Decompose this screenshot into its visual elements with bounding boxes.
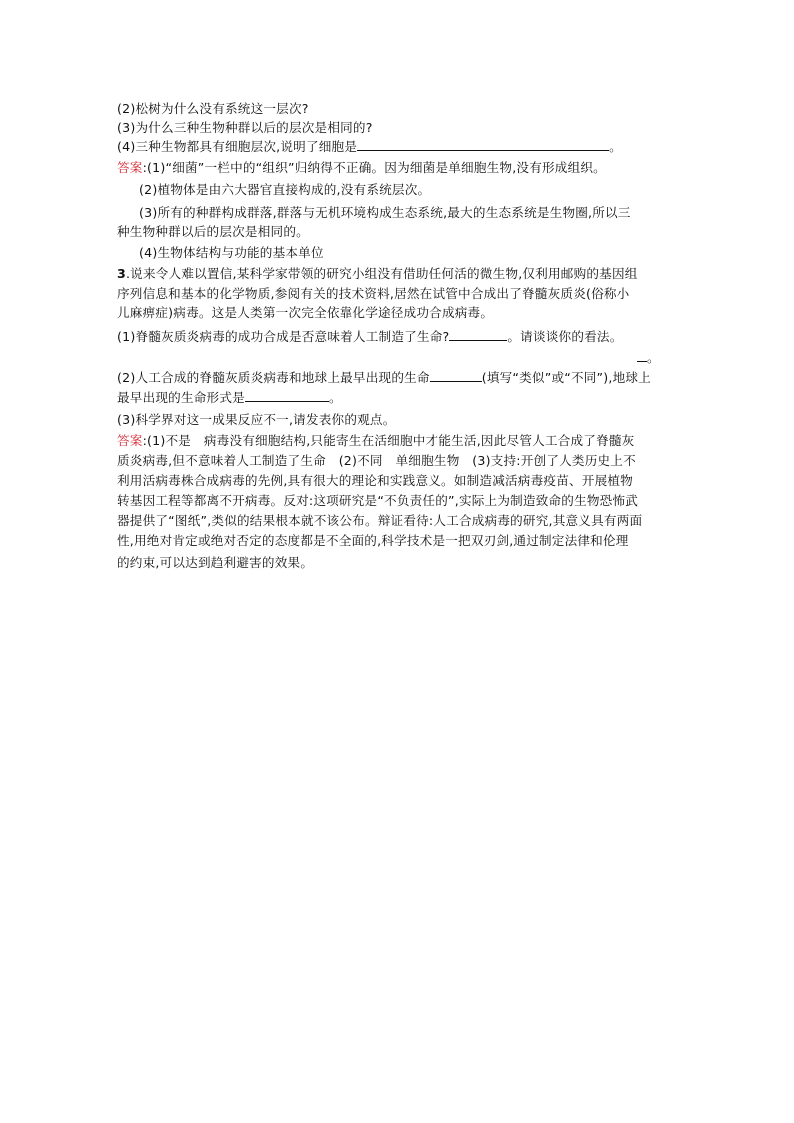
question-3-sub2-text-3: 最早出现的生命形式是 — [117, 390, 245, 405]
answer-3-line-7: 的约束,可以达到趋利避害的效果。 — [117, 555, 314, 570]
answer-blank — [357, 137, 609, 151]
answer-2-text-1: :(1)“细菌”一栏中的“组织”归纳得不正确。因为细菌是单细胞生物,没有形成组织。 — [142, 160, 606, 175]
question-3-number: 3 — [117, 266, 126, 281]
question-3-text-1: .说来令人难以置信,某科学家带领的研究小组没有借助任何活的微生物,仅利用邮购的基因组 — [125, 266, 638, 281]
answer-2-line-3: (3)所有的种群构成群落,群落与无机环境构成生态系统,最大的生态系统是生物圈,所以三 — [139, 205, 631, 220]
answer-blank — [245, 388, 329, 402]
answer-2-line-5: (4)生物体结构与功能的基本单位 — [139, 245, 324, 260]
question-3-line-3: 儿麻痹症)病毒。这是人类第一次完全依靠化学途径成功合成病毒。 — [117, 305, 494, 320]
answer-3-text-1: :(1)不是 病毒没有细胞结构,只能寄生在活细胞中才能生活,因此尽管人工合成了脊髓灰 — [142, 433, 635, 448]
answer-2-line-4: 种生物种群以后的层次是相同的。 — [117, 224, 309, 239]
question-3-sub2-end: 。 — [328, 390, 342, 405]
answer-3-line-4: 转基因工程等都离不开病毒。反对:这项研究是“不负责任的”,实际上为制造致命的生物恐怖武 — [117, 493, 639, 508]
answer-label: 答案 — [117, 433, 143, 448]
question-2-sub4 — [117, 137, 622, 156]
answer-2-line-2: (2)植物体是由六大器官直接构成的,没有系统层次。 — [139, 182, 431, 197]
answer-3-line-3: 利用活病毒株合成病毒的先例,具有很大的理论和实践意义。如制造减活病毒疫苗、开展植物 — [117, 473, 633, 488]
question-3-sub2-cont — [117, 388, 342, 407]
answer-blank — [449, 327, 507, 341]
answer-label: 答案 — [117, 160, 143, 175]
question-3-sub2-text-2: (填写“类似”或“不同”),地球上 — [481, 370, 651, 385]
answer-3-line-2: 质炎病毒,但不意味着人工制造了生命 (2)不同 单细胞生物 (3)支持:开创了人类历史上不 — [117, 453, 636, 468]
answer-3-line-1 — [117, 431, 634, 450]
question-2-sub4-text: (4)三种生物都具有细胞层次,说明了细胞是 — [117, 139, 358, 154]
answer-3-line-5: 器提供了“图纸”,类似的结果根本就不该公布。辩证看待:人工合成病毒的研究,其意义具有两面 — [117, 513, 643, 528]
question-2-sub2: (2)松树为什么没有系统这一层次? — [117, 101, 309, 116]
answer-2-line-1 — [117, 158, 606, 177]
question-2-sub4-end: 。 — [609, 139, 622, 154]
answer-3-line-6: 性,用绝对肯定或绝对否定的态度都是不全面的,科学技术是一把双刃剑,通过制定法律和伦理 — [117, 533, 629, 548]
question-3-sub1-text-2: 。请谈谈你的看法。 — [507, 329, 623, 344]
question-3-sub1-text: (1)脊髓灰质炎病毒的成功合成是否意味着人工制造了生命? — [117, 329, 450, 344]
question-3-line-2: 序列信息和基本的化学物质,参阅有关的技术资料,居然在试管中合成出了脊髓灰质炎(俗称小 — [117, 286, 630, 301]
question-3-sub1 — [117, 327, 623, 346]
question-3-sub1-opinion — [637, 348, 660, 367]
answer-blank — [430, 368, 482, 382]
answer-blank — [637, 348, 647, 362]
question-2-sub3: (3)为什么三种生物种群以后的层次是相同的? — [117, 120, 373, 135]
question-3-sub1-end: 。 — [647, 350, 660, 365]
question-3-line-1 — [117, 264, 638, 283]
question-3-sub2 — [117, 368, 651, 387]
question-3-sub3: (3)科学界对这一成果反应不一,请发表你的观点。 — [117, 412, 396, 427]
question-3-sub2-text: (2)人工合成的脊髓灰质炎病毒和地球上最早出现的生命 — [117, 370, 430, 385]
